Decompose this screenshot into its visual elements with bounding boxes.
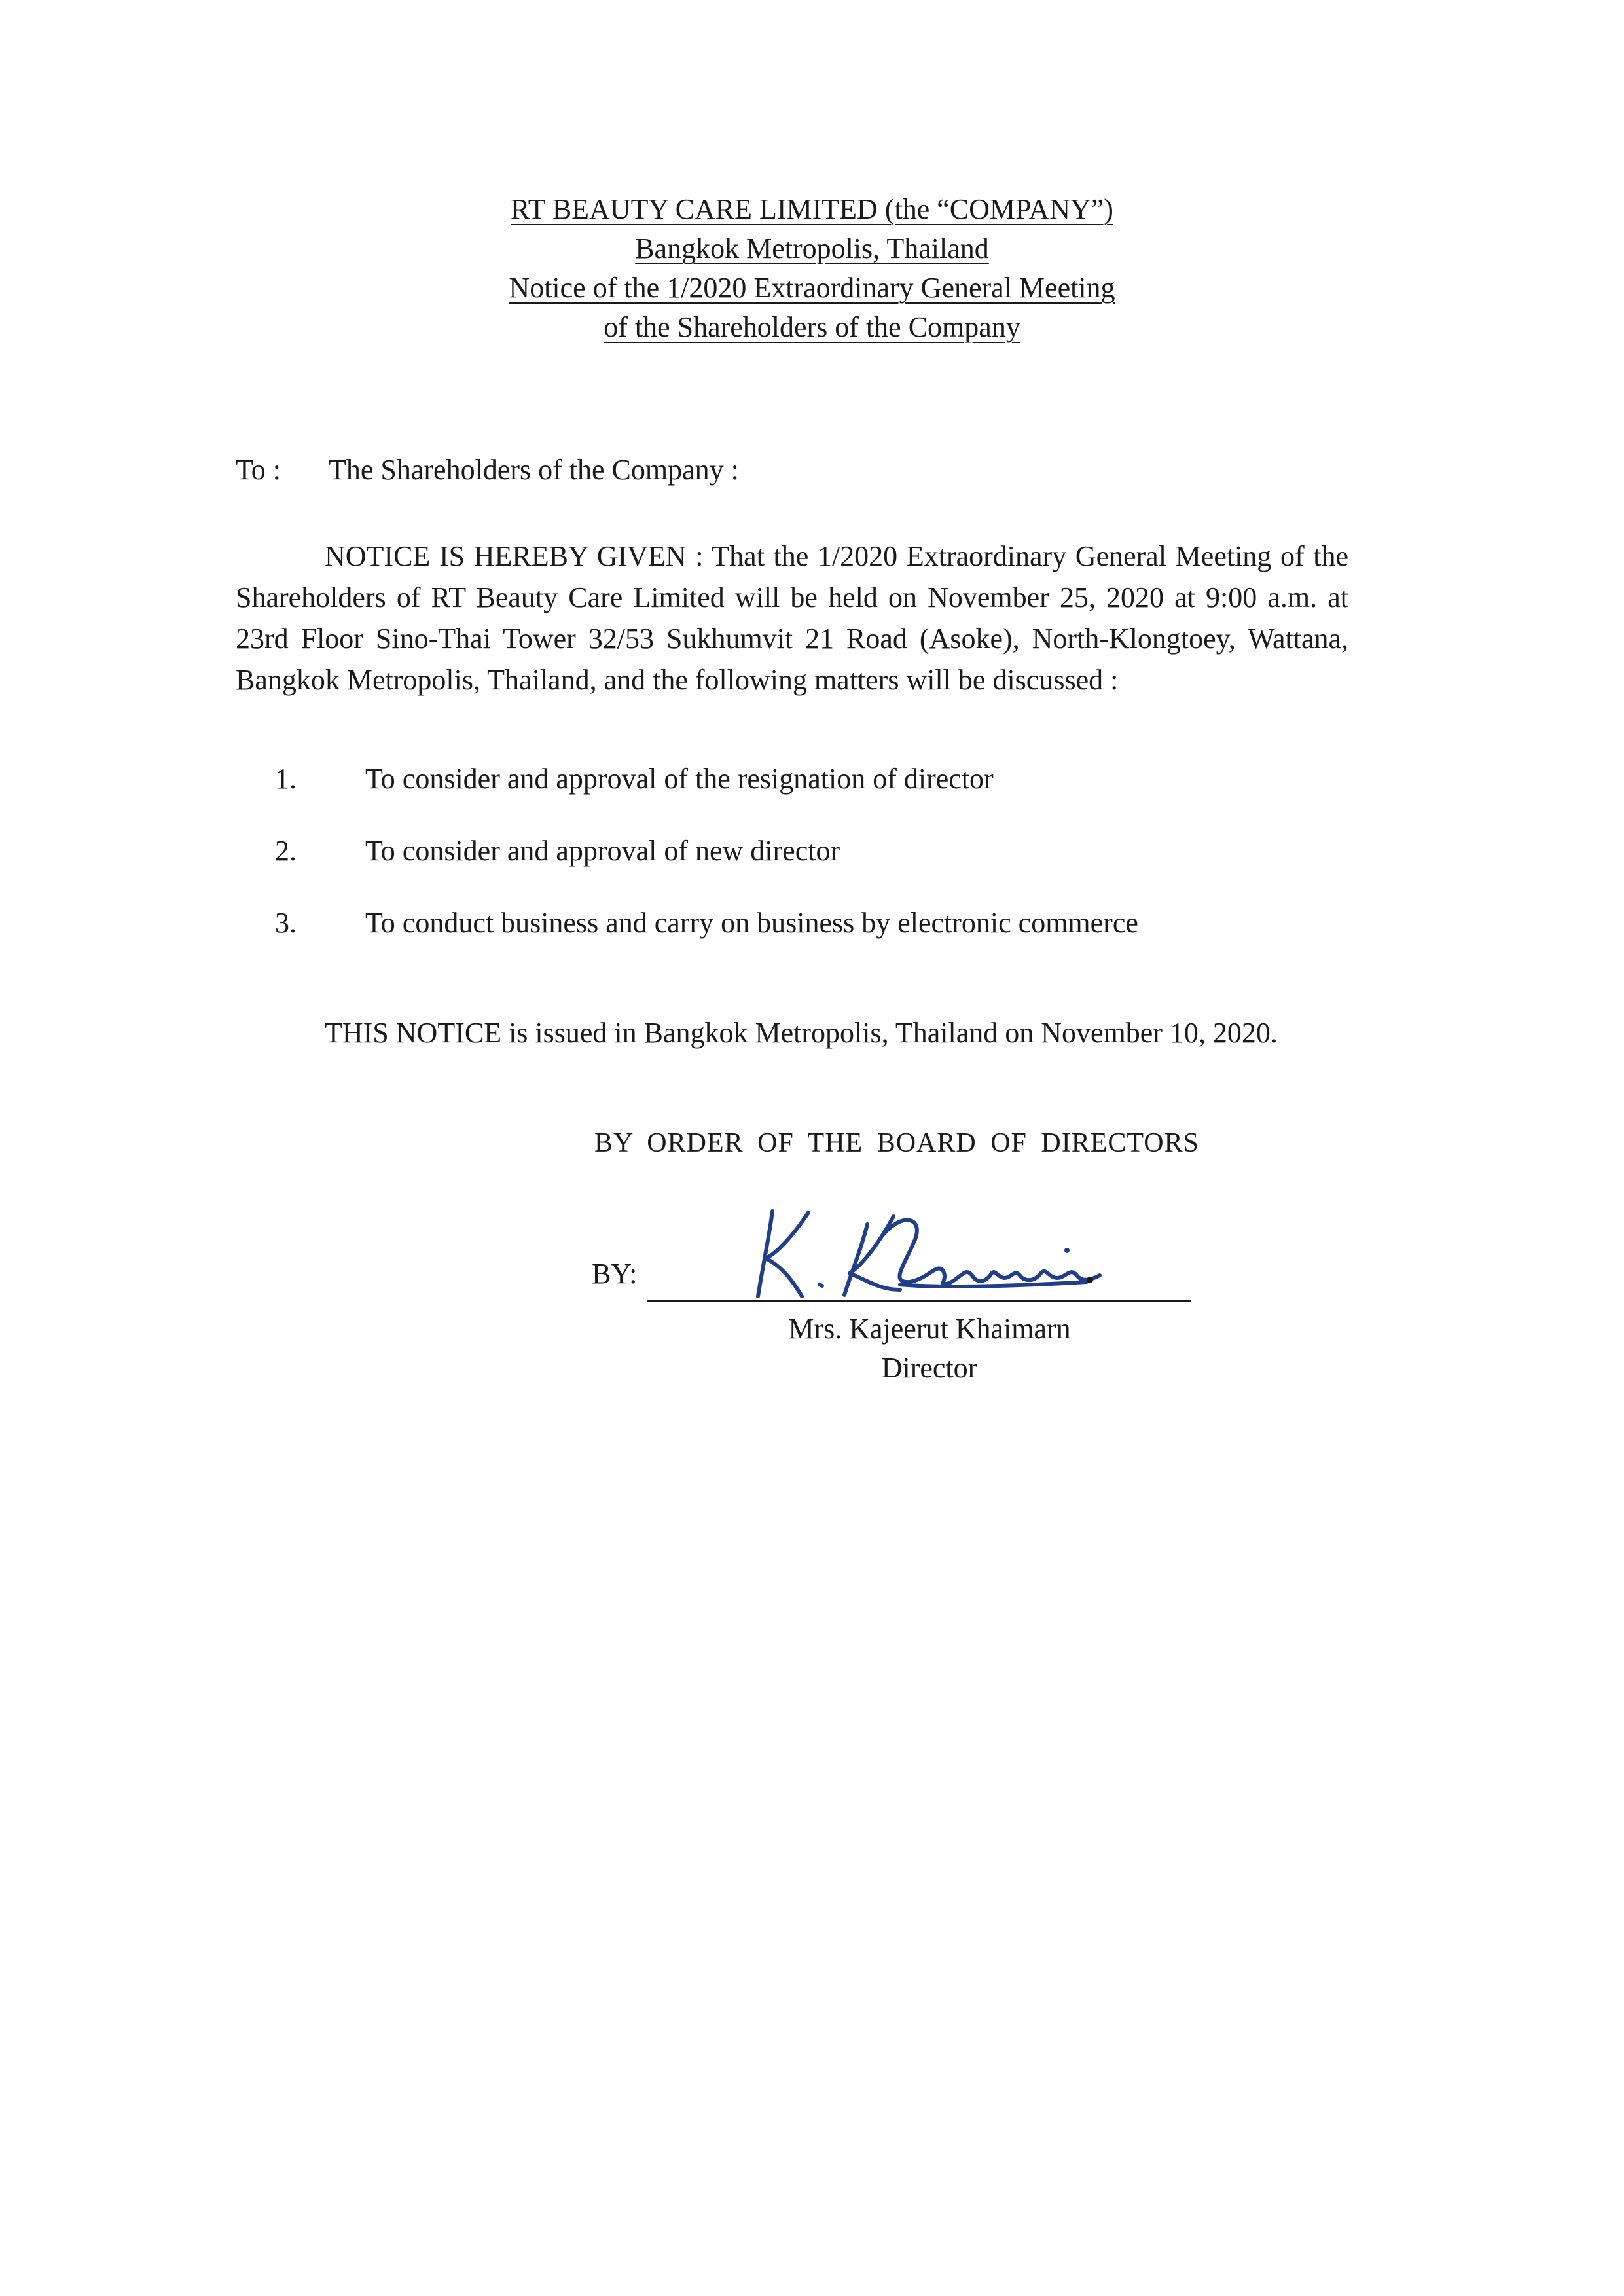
agenda-text: To consider and approval of the resignation of director bbox=[365, 763, 994, 795]
agenda-text: To consider and approval of new director bbox=[365, 835, 840, 867]
signer-name: Mrs. Kajeerut Khaimarn bbox=[788, 1313, 1071, 1345]
handwritten-signature bbox=[746, 1205, 1139, 1303]
notice-title: Notice of the 1/2020 Extraordinary General Meeting bbox=[509, 272, 1115, 304]
notice-paragraph: NOTICE IS HEREBY GIVEN : That the 1/2020 Extraordinary General Meeting of the Shareholders of RT Beauty Care Limited will be held on November 25, 2020 at 9:00 a.m. at 23rd Floor Sino-Thai Tower 32/53 Sukhumvit 21 Road (Asoke), North-Klongtoey, Wattana, Bangkok Metropolis, Thailand, and the following matters will be discussed : bbox=[236, 540, 1348, 696]
agenda-number: 3. bbox=[275, 907, 297, 939]
company-location: Bangkok Metropolis, Thailand bbox=[635, 232, 989, 264]
signature-period bbox=[1087, 1277, 1093, 1283]
signature-line bbox=[647, 1300, 1191, 1302]
by-label: BY: bbox=[592, 1258, 638, 1290]
agenda-item bbox=[275, 762, 1388, 834]
company-name: RT BEAUTY CARE LIMITED (the “COMPANY”) bbox=[511, 193, 1113, 225]
document-header bbox=[0, 190, 1624, 347]
agenda-list bbox=[275, 762, 1388, 978]
notice-subtitle: of the Shareholders of the Company bbox=[604, 311, 1020, 343]
agenda-item bbox=[275, 834, 1388, 906]
to-label: To : bbox=[236, 454, 281, 486]
agenda-text: To conduct business and carry on business by electronic commerce bbox=[365, 907, 1138, 939]
signer-block bbox=[733, 1309, 1126, 1388]
recipient: The Shareholders of the Company : bbox=[329, 454, 739, 486]
agenda-number: 2. bbox=[275, 835, 297, 867]
agenda-item bbox=[275, 906, 1388, 978]
board-order: BY ORDER OF THE BOARD OF DIRECTORS bbox=[594, 1128, 1200, 1158]
issued-statement: THIS NOTICE is issued in Bangkok Metropolis, Thailand on November 10, 2020. bbox=[325, 1017, 1278, 1049]
addressee-row bbox=[236, 450, 739, 490]
signer-title: Director bbox=[881, 1352, 978, 1384]
agenda-number: 1. bbox=[275, 763, 297, 795]
